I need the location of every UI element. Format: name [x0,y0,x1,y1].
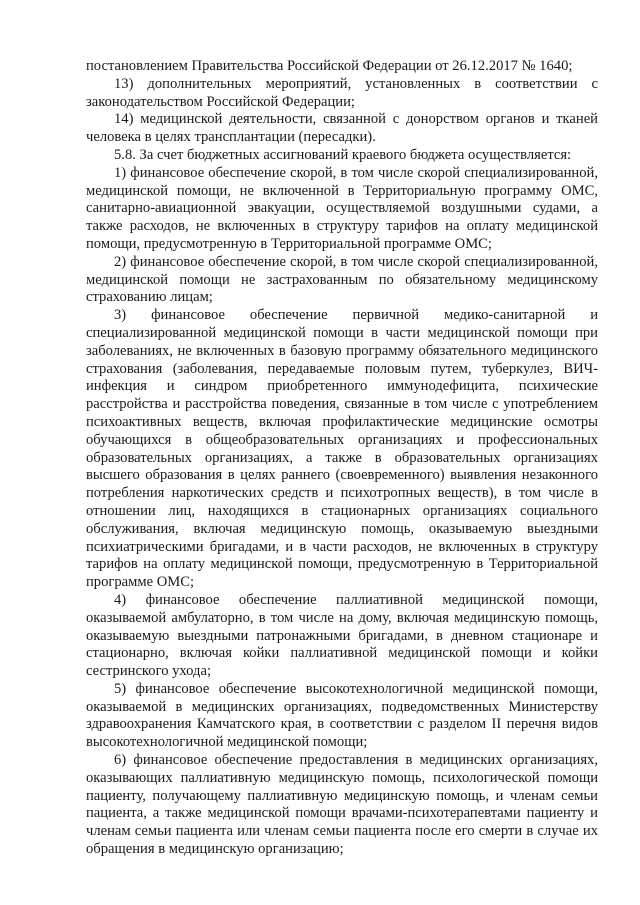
paragraph-item-2: 2) финансовое обеспечение скорой, в том числе скорой специализированной, медицинской помощи не застрахованным по обязательному медицинскому страхованию лицам; [86,253,598,306]
paragraph-item-14: 14) медицинской деятельности, связанной с донорством органов и тканей человека в целях трансплантации (пересадки). [86,111,598,146]
paragraph-item-4: 4) финансовое обеспечение паллиативной медицинской помощи, оказываемой амбулаторно, в том числе на дому, включая медицинскую помощь, оказываемую выездными патронажными бригадами, в дневном стационаре и стационарно, включая койки паллиативной медицинской помощи и койки сестринского ухода; [86,591,598,680]
paragraph-section-5-8: 5.8. За счет бюджетных ассигнований краевого бюджета осуществляется: [114,146,572,163]
paragraph-item-1: 1) финансовое обеспечение скорой, в том числе скорой специализированной, медицинской помощи, не включенной в Территориальную программу ОМС, санитарно-авиационной эвакуации, осуществляемой воздушными судами, а также расходов, не включенных в структуру тарифов на оплату медицинской помощи, предусмотренную в Территориальной программе ОМС; [86,164,598,252]
paragraph-decree-reference: постановлением Правительства Российской Федерации от 26.12.2017 № 1640; [86,58,573,74]
document-page [86,58,598,859]
paragraph-item-6: 6) финансовое обеспечение предоставления в медицинских организациях, оказывающих паллиативную медицинскую помощь, психологической помощи пациенту, получающему паллиативную медицинскую помощь, и членам семьи пациента, а также медицинской помощи врачами-психотерапевтами пациенту и членам семьи пациента или членам семьи пациента после его смерти в случае их обращения в медицинскую организацию; [86,752,598,858]
paragraph-item-5: 5) финансовое обеспечение высокотехнологичной медицинской помощи, оказываемой в медицинских организациях, подведомственных Министерству здравоохранения Камчатского края, в соответствии с разделом II перечня видов высокотехнологичной медицинской помощи; [86,680,598,751]
paragraph-item-13: 13) дополнительных мероприятий, установленных в соответствии с законодательством Российской Федерации; [86,75,598,110]
paragraph-item-3: 3) финансовое обеспечение первичной медико-санитарной и специализированной медицинской помощи в части медицинской помощи при заболеваниях, не включенных в базовую программу обязательного медицинского страхования (заболевания, передаваемые половым путем, туберкулез, ВИЧ-инфекция и синдром приобретенного иммунодефицита, психические расстройства и расстройства поведения, связанные в том числе с употреблением психоактивных веществ, включая профилактические медицинские осмотры обучающихся в общеобразовательных организациях и профессиональных образовательных организациях, а также в образовательных организациях высшего образования в целях раннего (своевременного) выявления незаконного потребления наркотических средств и психотропных веществ), в том числе в отношении лиц, находящихся в стационарных организациях социального обслуживания, включая медицинскую помощь, оказываемую выездными психиатрическими бригадами, и в части расходов, не включенных в структуру тарифов на оплату медицинской помощи, предусмотренную в Территориальной программе ОМС; [86,307,598,591]
